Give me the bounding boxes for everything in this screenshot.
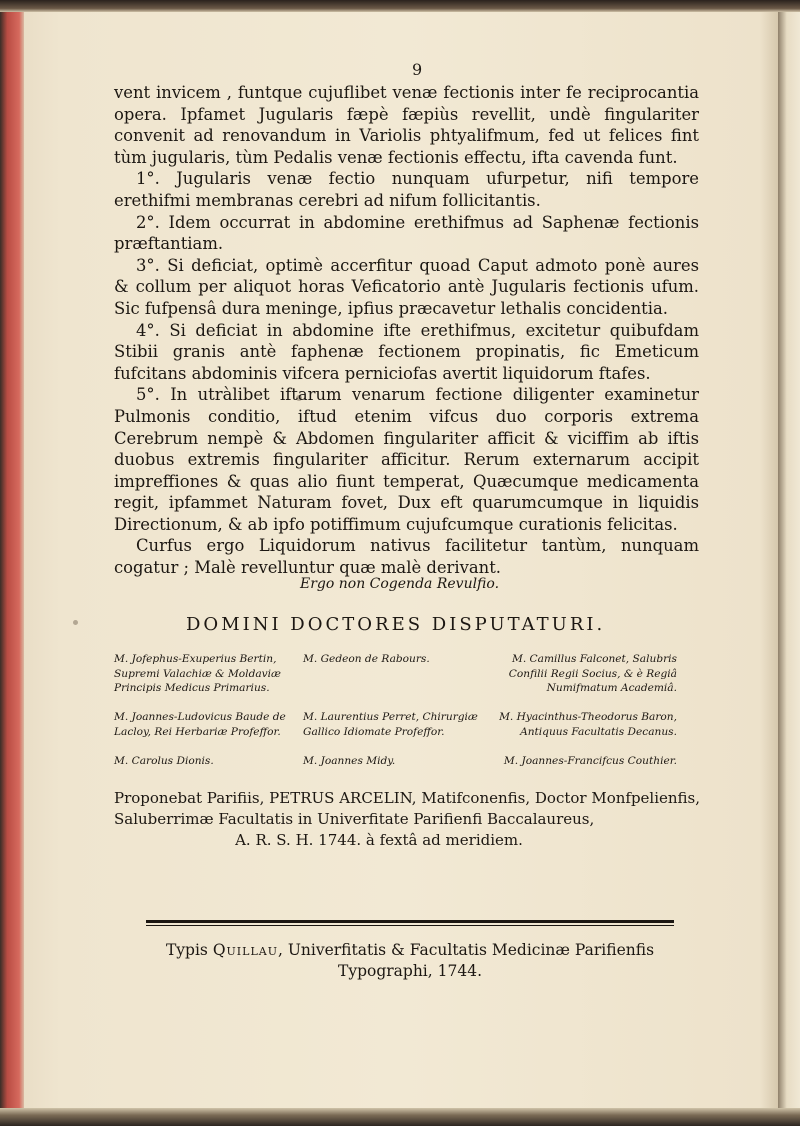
top-page-edge bbox=[0, 0, 800, 12]
doctor-entry: M. Jofephus-Exuperius Bertin, Supremi Valachiæ & Moldaviæ Principis Medicus Primarius. bbox=[114, 653, 282, 695]
paragraph: 4°. Si deficiat in abdomine ifte erethifmus, excitetur quibufdam Stibii granis antè faphenæ fectionem propinatis, fic Emeticum fufcitans abdominis vifcera perniciofas avertit liquidorum ftafes. bbox=[114, 320, 699, 383]
doctor-entry: M. Laurentius Perret, Chirurgiæ Gallico Idiomate Profeffor. bbox=[303, 711, 478, 738]
main-text bbox=[114, 82, 699, 579]
printer-imprint bbox=[146, 940, 674, 982]
divider-rule bbox=[146, 925, 674, 926]
paragraph: 3°. Si deficiat, optimè accerfitur quoad Caput admoto ponè aures & collum per aliquot horas Veficatorio antè Jugularis fectionis ufum. Sic fufpensâ dura meninge, ipfius præcavetur lethalis concidentia. bbox=[114, 255, 699, 318]
imprint-line2: Typographi, 1744. bbox=[337, 962, 482, 980]
doctor-entry: M. Joannes Midy. bbox=[303, 755, 396, 767]
paragraph: Curfus ergo Liquidorum nativus facilitetur tantùm, nunquam cogatur ; Malè revelluntur quæ malè derivant. bbox=[114, 536, 699, 578]
paragraph: 5°. In utràlibet iftarum venarum fectione diligenter examinetur Pulmonis conditio, iftud etenim vifcus duo corporis extrema Cerebrum nempè & Abdomen fingulariter afficit & viciffim ab iftis duobus extremis fingulariter afficitur. Rerum externarum accipit impreffiones & quas alio fiunt temperat, Quæcumque medicamenta regit, ipfammet Naturam fovet, Dux eft quarumcumque in liquidis Directionum, & ab ipfo potiffimum cujufcumque curationis felicitas. bbox=[114, 385, 699, 534]
doctor-entry: M. Joannes-Ludovicus Baude de Lacloy, Rei Herbariæ Profeffor. bbox=[114, 711, 286, 738]
proponebat-line: Proponebat Parifiis, PETRUS ARCELIN, Matifconenfis, Doctor Monfpelienfis, Saluberrimæ Facultatis in Univerfitate Parifienfi Baccalaureus, bbox=[114, 789, 701, 828]
imprint-rest: , Univerfitatis & Facultatis Medicinæ Parifienfis bbox=[277, 941, 655, 959]
doctor-entry: M. Carolus Dionis. bbox=[114, 755, 214, 767]
paragraph: vent invicem , funtque cujuflibet venæ fectionis inter fe reciprocantia opera. Ipfamet Jugularis fæpè fæpiùs revellit, undè fingulariter convenit ad renovandum in Variolis phtyalifmum, fed ut felices fint tùm jugularis, tùm Pedalis venæ fectionis effectu, ifta cavenda funt. bbox=[114, 83, 699, 167]
right-page-edge bbox=[778, 0, 800, 1126]
imprint-prefix: Typis bbox=[165, 941, 208, 959]
doctor-entry: M. Gedeon de Rabours. bbox=[303, 653, 430, 665]
left-binding-edge bbox=[0, 0, 24, 1126]
bottom-page-edge bbox=[0, 1108, 800, 1126]
page-number: 9 bbox=[412, 60, 423, 79]
paragraph: 1°. Jugularis venæ fectio nunquam ufurpetur, nifi tempore erethifmi membranas cerebri ad nifum follicitantis. bbox=[114, 169, 699, 210]
doctor-entry: M. Joannes-Francifcus Couthier. bbox=[503, 755, 677, 767]
divider-rule bbox=[146, 920, 674, 923]
paragraph: 2°. Idem occurrat in abdomine erethifmus ad Saphenæ fectionis præftantiam. bbox=[114, 212, 699, 254]
doctor-entry: M. Camillus Falconet, Salubris Confilii Regii Socius, & è Regiâ Numifmatum Academiâ. bbox=[508, 653, 677, 695]
doctor-entry: M. Hyacinthus-Theodorus Baron, Antiquus Facultatis Decanus. bbox=[499, 711, 677, 738]
foxing-spot bbox=[73, 620, 78, 625]
proponebat-block bbox=[114, 788, 704, 851]
doctors-heading: DOMINI DOCTORES DISPUTATURI. bbox=[186, 614, 606, 635]
date-line: A. R. S. H. 1744. à fextâ ad meridiem. bbox=[235, 831, 523, 849]
printer-name: Quillau bbox=[212, 941, 278, 959]
conclusion: Ergo non Cogenda Revulfio. bbox=[300, 576, 500, 592]
